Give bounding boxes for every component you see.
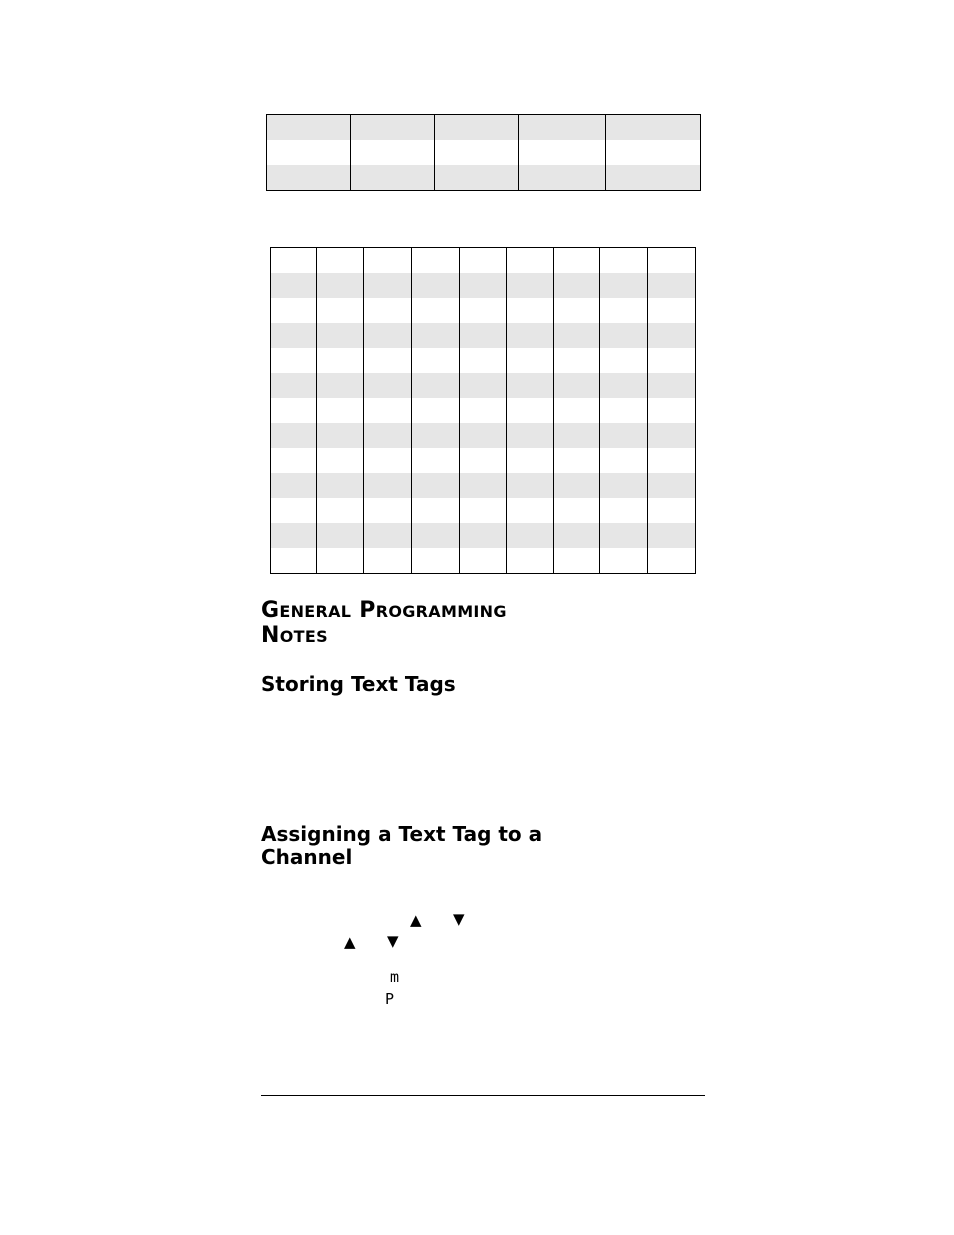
table-row xyxy=(271,398,696,423)
table-row xyxy=(271,248,696,274)
table-row xyxy=(267,115,701,141)
down-arrow-icon: ▼ xyxy=(453,910,465,928)
table-row xyxy=(271,323,696,348)
table-row xyxy=(271,348,696,373)
table-row xyxy=(271,523,696,548)
m-key-icon: m xyxy=(390,968,400,986)
up-arrow-icon: ▲ xyxy=(344,933,356,951)
blank-grid-table-top xyxy=(266,114,701,191)
subheading-storing-text-tags: Storing Text Tags xyxy=(261,672,456,696)
footer-rule xyxy=(261,1095,705,1096)
table-row xyxy=(271,498,696,523)
table-row xyxy=(271,298,696,323)
subheading-assigning-text-tag xyxy=(261,823,542,869)
table-row xyxy=(271,373,696,398)
p-key-icon: P xyxy=(385,990,395,1008)
table-row xyxy=(271,448,696,473)
table-row xyxy=(267,165,701,191)
down-arrow-icon: ▼ xyxy=(387,932,399,950)
table-row xyxy=(271,548,696,574)
table-row xyxy=(271,423,696,448)
subheading-assigning-line-2: Channel xyxy=(261,845,353,869)
up-arrow-icon: ▲ xyxy=(410,911,422,929)
section-heading-line-2: NOTES xyxy=(261,623,328,649)
section-heading-line-1: GENERAL PROGRAMMING xyxy=(261,598,507,623)
section-heading-general-programming-notes xyxy=(261,598,507,649)
table-row xyxy=(271,273,696,298)
blank-grid-table-main xyxy=(270,247,696,574)
table-row xyxy=(271,473,696,498)
table-row xyxy=(267,140,701,165)
subheading-assigning-line-1: Assigning a Text Tag to a xyxy=(261,822,543,846)
